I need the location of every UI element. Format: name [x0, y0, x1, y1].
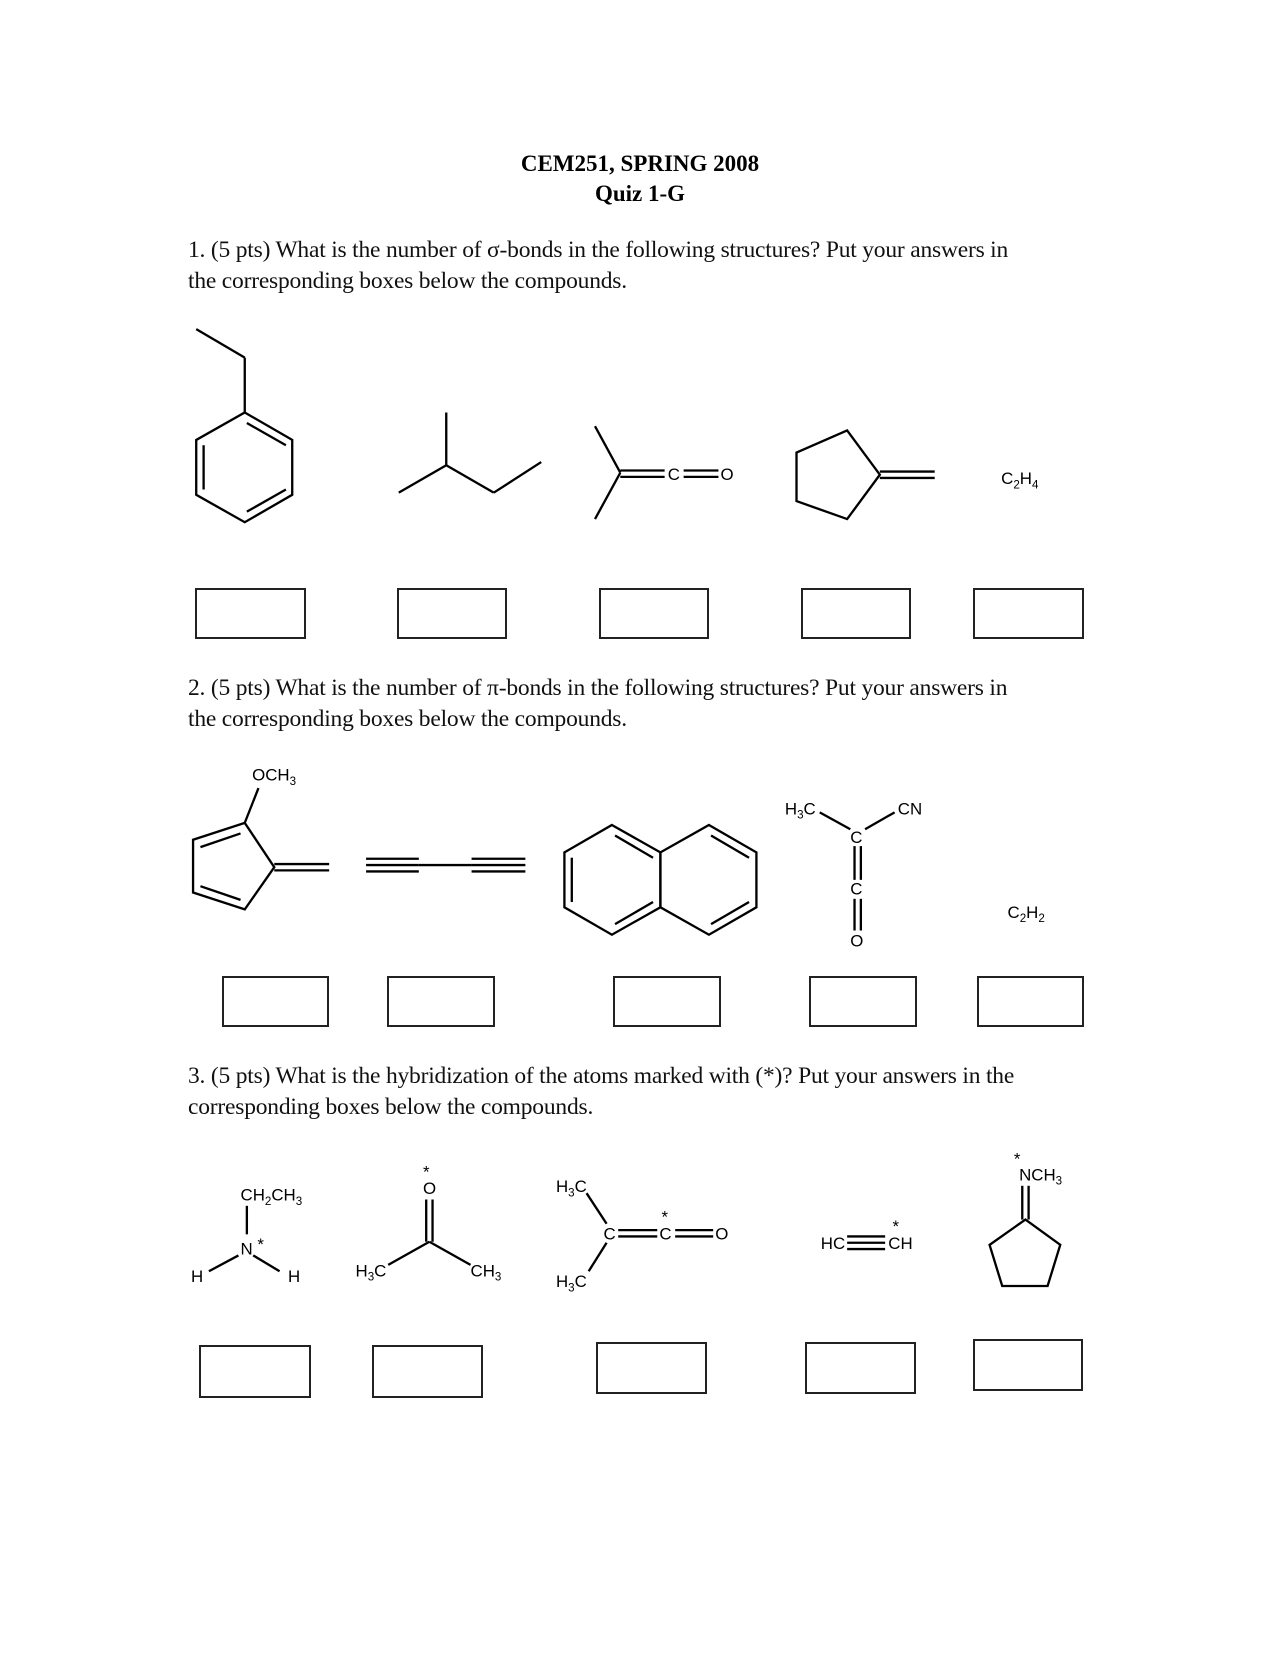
structure-acetone — [356, 1162, 502, 1283]
hybridization-marker: * — [257, 1235, 264, 1255]
q2-answer-box-3[interactable] — [613, 976, 721, 1027]
q3-answer-box-5[interactable] — [973, 1339, 1083, 1391]
q3-answer-box-4[interactable] — [805, 1342, 916, 1394]
question-3-line-2: corresponding boxes below the compounds. — [188, 1094, 594, 1120]
svg-text:C: C — [659, 1224, 672, 1244]
svg-text:H3C: $H_3C$ — [555, 1272, 587, 1295]
structure-naphthalene — [564, 825, 756, 935]
structure-dimethylketene-q1 — [595, 426, 734, 519]
q1-answer-box-1[interactable] — [195, 588, 306, 639]
q2-answer-box-2[interactable] — [387, 976, 495, 1027]
question-1-line-1: 1. (5 pts) What is the number of σ-bonds in the following structures? Put your answers in — [188, 237, 1009, 263]
svg-text:C: C — [603, 1224, 616, 1244]
hybridization-marker: * — [1013, 1149, 1021, 1169]
svg-text:NCH3: $NCH_3$ — [1019, 1165, 1063, 1188]
question-3-line-1: 3. (5 pts) What is the hybridization of the atoms marked with (*)? Put your answers in the — [188, 1063, 1015, 1089]
q1-answer-box-3[interactable] — [599, 588, 709, 639]
svg-text:O: O — [715, 1224, 729, 1244]
hybridization-marker: * — [892, 1217, 900, 1237]
svg-text:C: C — [850, 827, 863, 847]
question-1-line-2: the corresponding boxes below the compounds. — [188, 268, 627, 294]
structure-ethylamine — [191, 1186, 302, 1286]
q2-answer-box-5[interactable] — [977, 976, 1084, 1027]
q3-answer-box-1[interactable] — [199, 1345, 311, 1398]
structure-methylenecyclopentane — [797, 430, 935, 519]
structure-butadiyne — [366, 859, 525, 872]
svg-text:O: O — [850, 931, 864, 951]
quiz-title: Quiz 1-G — [594, 181, 686, 206]
svg-text:CH2CH3: $CH_2CH_3$ — [240, 1185, 303, 1208]
structure-2-methylbutane — [399, 412, 541, 492]
svg-text:H: H — [288, 1266, 301, 1286]
svg-text:OCH3: $OCH_3$ — [252, 765, 297, 788]
atom-o: O — [720, 465, 734, 485]
atom-c: C — [667, 465, 680, 485]
q1-answer-box-2[interactable] — [397, 588, 507, 639]
structure-ethylbenzene — [196, 329, 292, 522]
svg-text:H: H — [190, 1266, 204, 1286]
structure-cyano-methyl-ketene — [785, 799, 922, 950]
svg-text:CH3: $CH_3$ — [470, 1261, 502, 1284]
svg-text:HC: HC — [820, 1234, 846, 1254]
q1-answer-box-5[interactable] — [973, 588, 1084, 639]
svg-text:O: O — [423, 1179, 437, 1199]
svg-text:H3C: $H_3C$ — [555, 1177, 587, 1200]
structure-acetylene-q3 — [821, 1217, 913, 1253]
question-2-line-1: 2. (5 pts) What is the number of π-bonds in the following structures? Put your answers in — [188, 675, 1008, 701]
q3-answer-box-3[interactable] — [596, 1342, 707, 1394]
q3-answer-box-2[interactable] — [372, 1345, 483, 1398]
hybridization-marker: * — [423, 1162, 430, 1182]
svg-text:N: N — [240, 1239, 253, 1259]
svg-text:CH: CH — [888, 1234, 913, 1254]
svg-text:C: C — [850, 879, 863, 899]
formula-c2h4 — [1001, 469, 1039, 491]
hybridization-marker: * — [661, 1207, 669, 1227]
svg-text:C2H4: $C_2H_4$ — [1001, 469, 1039, 492]
q2-answer-box-4[interactable] — [809, 976, 917, 1027]
formula-c2h2 — [1008, 903, 1045, 925]
q1-answer-box-4[interactable] — [801, 588, 911, 639]
structure-cyclopentanimine — [990, 1150, 1063, 1286]
structure-dimethylketene-q3 — [556, 1177, 728, 1294]
svg-text:CN: CN — [897, 799, 923, 819]
structure-methoxy-fulvene — [193, 766, 329, 910]
svg-text:H3C: $H_3C$ — [784, 799, 816, 822]
question-2-line-2: the corresponding boxes below the compounds. — [188, 706, 627, 732]
svg-text:H3C: $H_3C$ — [355, 1261, 387, 1284]
q2-answer-box-1[interactable] — [222, 976, 329, 1027]
course-title: CEM251, SPRING 2008 — [520, 151, 760, 176]
svg-text:C2H2: $C_2H_2$ — [1007, 902, 1045, 926]
